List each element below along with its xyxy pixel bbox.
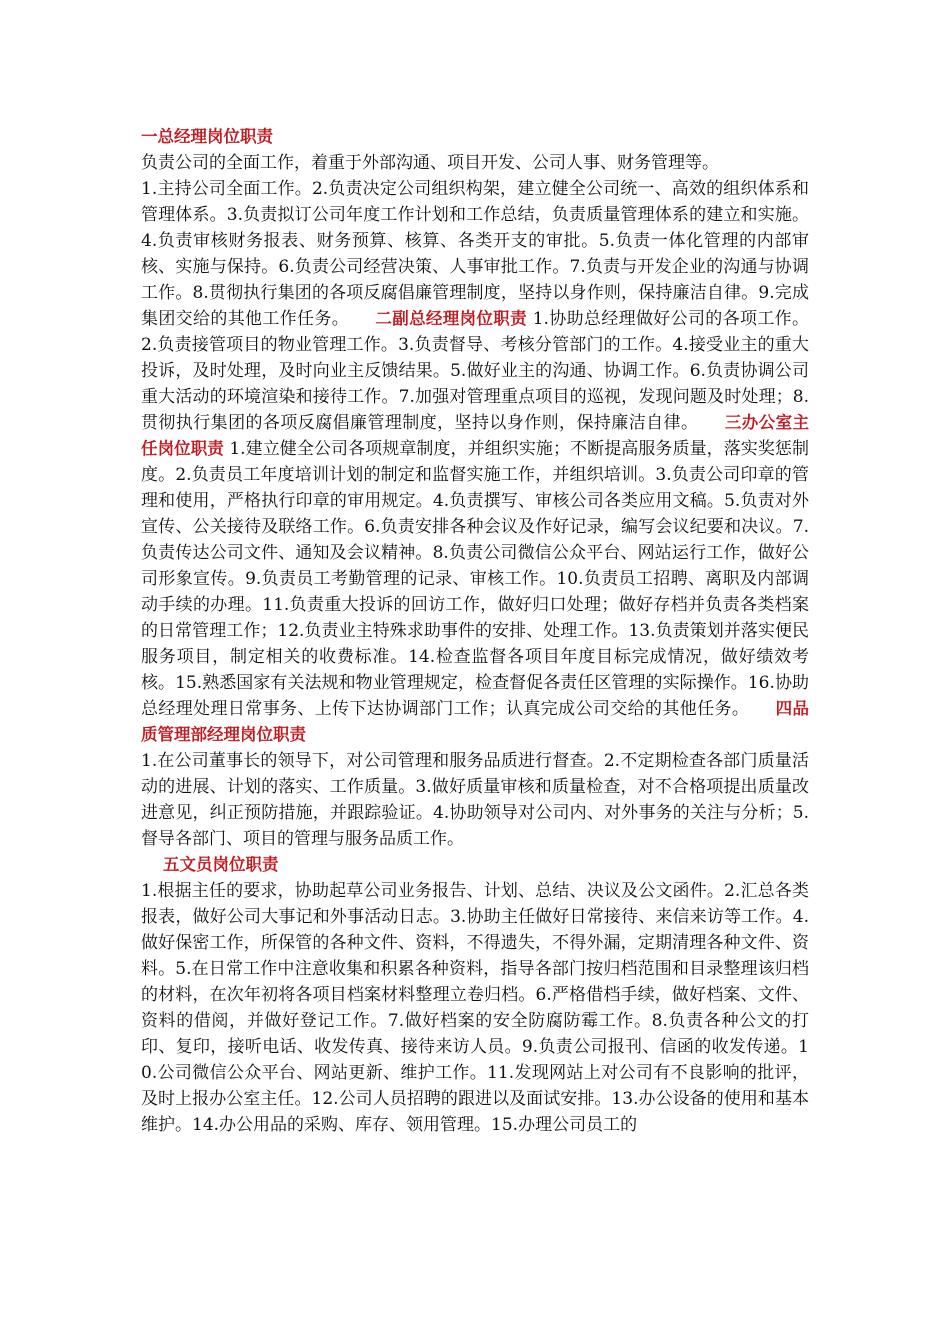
section-body-general-manager: 1.主持公司全面工作。2.负责决定公司组织构架，建立健全公司统一、高效的组织体系和管理体系。3.负责拟订公司年度工作计划和工作总结，负责质量管理体系的建立和实施。4.负责审核财务报表、财务预算、核算、各类开支的审批。5.负责一体化管理的内部审核、实施与保持。6.负责公司经营决策、人事审批工作。7.负责与开发企业的沟通与协调工作。8.贯彻执行集团的各项反腐倡廉管理制度，坚持以身作则，保持廉洁自律。9.完成集团交给的其他工作任务。 [141, 179, 809, 329]
section-heading-clerk: 五文员岗位职责 [163, 855, 279, 874]
section-body-office-director: 1.建立健全公司各项规章制度，并组织实施；不断提高服务质量，落实奖惩制度。2.负责员工年度培训计划的制定和监督实施工作，并组织培训。3.负责公司印章的管理和使用，严格执行印章的审用规定。4.负责撰写、审核公司各类应用文稿。5.负责对外宣传、公关接待及联络工作。6.负责安排各种会议及作好记录，编写会议纪要和决议。7.负责传达公司文件、通知及会议精神。8.负责公司微信公众平台、网站运行工作，做好公司形象宣传。9.负责员工考勤管理的记录、审核工作。10.负责员工招聘、离职及内部调动手续的办理。11.负责重大投诉的回访工作，做好归口处理；做好存档并负责各类档案的日常管理工作；12.负责业主特殊求助事件的安排、处理工作。13.负责策划并落实便民服务项目，制定相关的收费标准。14.检查监督各项目年度目标完成情况，做好绩效考核。15.熟悉国家有关法规和物业管理规定，检查督促各责任区管理的实际操作。16.协助总经理处理日常事务、上传下达协调部门工作；认真完成公司交给的其他任务。 [141, 439, 810, 719]
section-body-clerk: 1.根据主任的要求，协助起草公司业务报告、计划、总结、决议及公文函件。2.汇总各类报表，做好公司大事记和外事活动日志。3.协助主任做好日常接待、来信来访等工作。4.做好保密工作，所保管的各种文件、资料，不得遗失，不得外漏，定期清理各种文件、资料。5.在日常工作中注意收集和积累各种资料，指导各部门按归档范围和目录整理该归档的材料，在次年初将各项目档案材料整理立卷归档。6.严格借档手续，做好档案、文件、资料的借阅，并做好登记工作。7.做好档案的安全防腐防霉工作。8.负责各种公文的打印、复印，接听电话、收发传真、接待来访人员。9.负责公司报刊、信函的收发传递。10.公司微信公众平台、网站更新、维护工作。11.发现网站上对公司有不良影响的批评，及时上报办公室主任。12.公司人员招聘的跟进以及面试安排。13.办公设备的使用和基本维护。14.办公用品的采购、库存、领用管理。15.办理公司员工的 [141, 881, 809, 1135]
section-heading-general-manager: 一总经理岗位职责 [141, 127, 273, 146]
section-heading-deputy-manager: 二副总经理岗位职责 [375, 309, 527, 328]
section-body-quality-manager: 1.在公司董事长的领导下，对公司管理和服务品质进行督查。2.不定期检查各部门质量活动的进展、计划的落实、工作质量。3.做好质量审核和质量检查，对不合格项提出质量改进意见，纠正预防措施，并跟踪验证。4.协助领导对公司内、对外事务的关注与分析；5.督导各部门、项目的管理与服务品质工作。 [141, 751, 809, 849]
section-heading-quality-manager: 四品质管理部经理岗位职责 [141, 699, 810, 744]
section-body-deputy-manager: 1.协助总经理做好公司的各项工作。2.负责接管项目的物业管理工作。3.负责督导、考核分管部门的工作。4.接受业主的重大投诉，及时处理，及时向业主反馈结果。5.做好业主的沟通、协调工作。6.负责协调公司重大活动的环境渲染和接待工作。7.加强对管理重点项目的巡视，发现问题及时处理；8.贯彻执行集团的各项反腐倡廉管理制度，坚持以身作则，保持廉洁自律。 [141, 309, 809, 433]
document-page [141, 124, 809, 1138]
section-intro-general-manager: 负责公司的全面工作，着重于外部沟通、项目开发、公司人事、财务管理等。 [141, 153, 719, 173]
section-heading-office-director: 三办公室主任岗位职责 [141, 413, 810, 458]
